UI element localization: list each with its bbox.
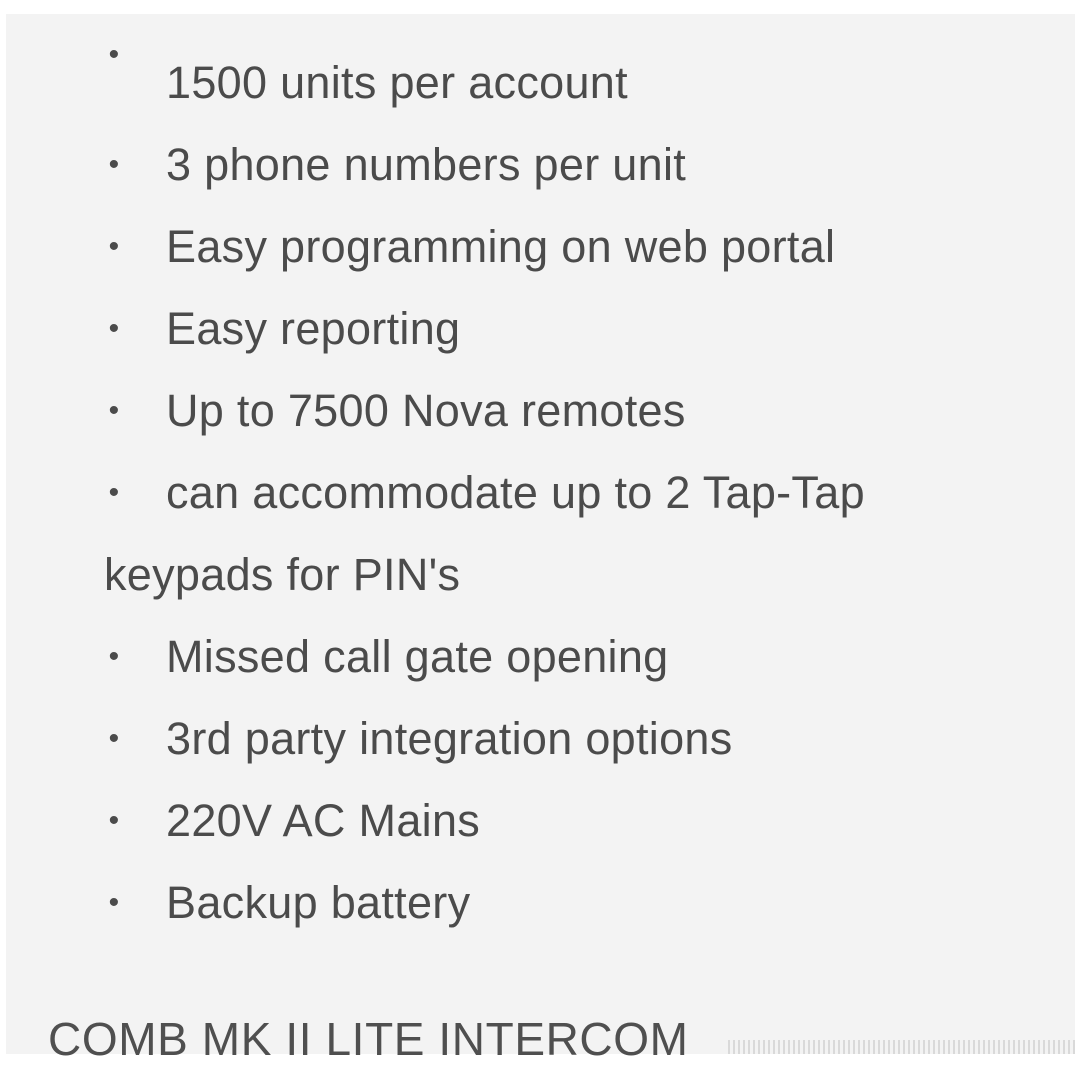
list-item bbox=[6, 288, 1075, 370]
list-item-label: 3rd party integration options bbox=[166, 713, 733, 764]
list-item-label: 1500 units per account bbox=[166, 57, 628, 108]
bullet-dot-icon bbox=[107, 452, 121, 534]
list-item bbox=[6, 452, 1075, 616]
feature-bullet-list bbox=[6, 14, 1075, 944]
list-item-label: Up to 7500 Nova remotes bbox=[166, 385, 686, 436]
bullet-dot-icon bbox=[107, 698, 121, 780]
page-right-margin bbox=[1075, 14, 1080, 1054]
list-item-label: 3 phone numbers per unit bbox=[166, 139, 687, 190]
bullet-dot-icon bbox=[107, 370, 121, 452]
list-item bbox=[6, 616, 1075, 698]
document-content bbox=[6, 14, 1075, 1065]
list-item-label-continuation: keypads for PIN's bbox=[104, 549, 461, 600]
list-item-label: Backup battery bbox=[166, 877, 471, 928]
bullet-dot-icon bbox=[107, 780, 121, 862]
list-item-label: Easy programming on web portal bbox=[166, 221, 836, 272]
list-item-label: Easy reporting bbox=[166, 303, 461, 354]
bullet-dot-icon bbox=[107, 14, 121, 96]
page-top-margin bbox=[0, 0, 1080, 14]
dotted-divider bbox=[728, 1040, 1075, 1054]
list-item bbox=[6, 14, 1075, 124]
list-item bbox=[6, 124, 1075, 206]
list-item bbox=[6, 780, 1075, 862]
bullet-dot-icon bbox=[107, 862, 121, 944]
bullet-dot-icon bbox=[107, 206, 121, 288]
list-item bbox=[6, 206, 1075, 288]
list-item-label: can accommodate up to 2 Tap-Tap bbox=[166, 467, 865, 518]
bullet-dot-icon bbox=[107, 124, 121, 206]
list-item bbox=[6, 698, 1075, 780]
page-title: COMB MK II LITE INTERCOM bbox=[48, 1013, 689, 1065]
bullet-dot-icon bbox=[107, 288, 121, 370]
bullet-dot-icon bbox=[107, 616, 121, 698]
list-item-label: Missed call gate opening bbox=[166, 631, 669, 682]
list-item bbox=[6, 370, 1075, 452]
list-item-label: 220V AC Mains bbox=[166, 795, 481, 846]
list-item bbox=[6, 862, 1075, 944]
